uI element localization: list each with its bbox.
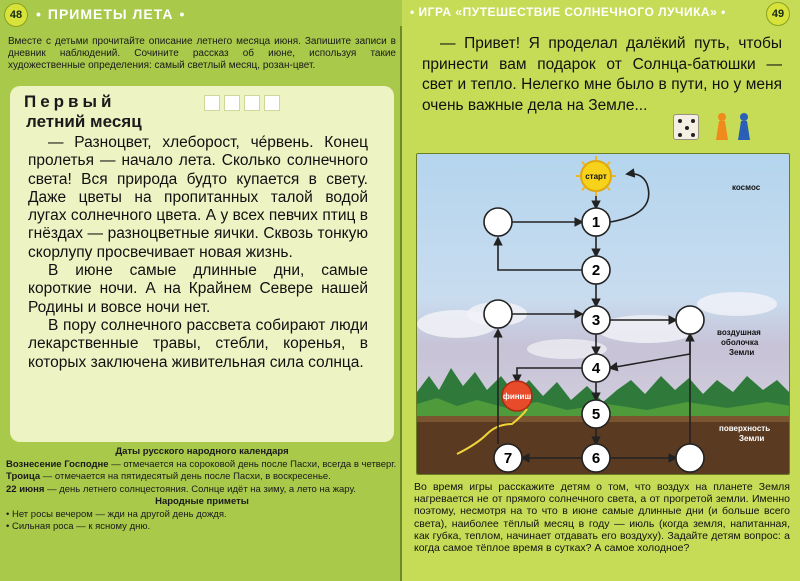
empty-cell (676, 444, 704, 472)
game-board (416, 153, 790, 475)
left-header (0, 0, 402, 26)
cell-1-number: 1 (591, 214, 601, 231)
empty-cell (484, 300, 512, 328)
dice-icon (673, 114, 699, 140)
story-title (24, 92, 142, 132)
air-label-line3: Земли (729, 348, 755, 357)
cell-3-number: 3 (591, 312, 601, 329)
empty-cell (676, 306, 704, 334)
left-title-text: ПРИМЕТЫ ЛЕТА (47, 6, 174, 22)
surface-label-line2: Земли (739, 434, 765, 443)
space-label: космос (732, 183, 761, 192)
dice-pip (678, 133, 682, 137)
cell-6-number: 6 (591, 450, 601, 467)
cell-2-number: 2 (591, 262, 601, 279)
story-title-line1: Первый (24, 92, 116, 111)
calendar-item-name: Вознесение Господне (6, 458, 109, 470)
dice-pip (691, 133, 695, 137)
sign-item: • Нет росы вечером — жди на другой день дождя. (6, 508, 227, 520)
air-label-line1: воздушная (717, 328, 761, 337)
page-number-right: 49 (766, 2, 790, 26)
calendar-item-text: — отмечается на пятидесятый день после Пасхи, в воскресенье. (40, 471, 331, 482)
teacher-caption: Во время игры расскажите детям о том, что воздух на планете Земля нагревается не от прямого солнечного света, а от прогретой земли. Именно поэтому, несмотря на то что в июне самые длинные дни (и больше всего света), наиболее тёплый месяц в году — июль (когда земля, напитанная, как губка, теплом, начинает отдавать его воздуху). Задайте детям вопрос: а когда самое тёплое время в сутках? А самое холодное? (414, 481, 790, 555)
finish-label: финиш (502, 392, 532, 401)
cell-7-number: 7 (503, 450, 513, 467)
story-paragraph: — Разноцвет, хлеборост, чéрвень. Конец пролетья — начало лета. Сколько солнечного света! Вся природа будто купается в свету. Даже цветы на пропитанных талой водой лугах солнечного цвета. А у всех певчих птиц в гнёздах — разноцветные яички. Сквозь тонкую скорлупу просвечивает новая жизнь. (28, 134, 368, 261)
calendar-item-text: — отмечается на сороковой день после Пасхи, всегда в четверг. (108, 458, 397, 470)
cloud (697, 292, 777, 316)
dice-pip (685, 126, 689, 130)
dice-pip (691, 119, 695, 123)
signs-title: Народные приметы (155, 496, 249, 507)
calendar-item (6, 459, 398, 471)
story-paragraph: В июне самые длинные дни, самые короткие ночи. А на Крайнем Севере нашей Родины и вовсе ночи нет. (28, 262, 368, 316)
right-title-text: ИГРА «ПУТЕШЕСТВИЕ СОЛНЕЧНОГО ЛУЧИКА» (418, 5, 718, 19)
cell-4-number: 4 (591, 360, 601, 377)
answer-square (244, 95, 260, 111)
empty-cell (484, 208, 512, 236)
blue-pawn-icon (736, 112, 752, 142)
calendar-item-name: 22 июня (6, 483, 45, 495)
calendar-title: Даты русского народного календаря (115, 446, 289, 457)
surface-label-line1: поверхность (719, 424, 771, 433)
page-number-left: 48 (4, 3, 28, 27)
right-section-title (410, 5, 726, 19)
answer-square (264, 95, 280, 111)
story-text (28, 134, 368, 372)
calendar-item-name: Троица (6, 471, 41, 482)
right-page (402, 0, 800, 581)
cell-5-number: 5 (591, 406, 601, 423)
air-label-line2: оболочка (721, 338, 759, 347)
game-board-svg (417, 154, 790, 475)
header-bullet: • (179, 6, 186, 22)
calendar-item (6, 484, 398, 496)
calendar-item-text: — день летнего солнцестояния. Солнце идёт на зиму, а лето на жару. (44, 483, 356, 495)
intro-text: Вместе с детьми прочитайте описание летнего месяца июня. Запишите записи в дневник наблюдений. Сочините рассказ об июне, используя такие художественные определения: самый светлый месяц, розан-цвет. (8, 36, 396, 71)
header-bullet: • (410, 5, 415, 19)
sign-item: • Сильная роса — к ясному дню. (6, 521, 151, 532)
orange-pawn-icon (714, 112, 730, 142)
dice-pip (678, 119, 682, 123)
start-label: старт (585, 172, 607, 181)
greeting-text (422, 34, 782, 116)
answer-square (204, 95, 220, 111)
story-title-line2: летний месяц (26, 112, 142, 131)
answer-square (224, 95, 240, 111)
greeting-paragraph: — Привет! Я проделал далёкий путь, чтобы принести вам подарок от Солнца-батюшки — свет и тепло. Нелегко мне было в пути, но у меня очень важные дела на Земле... (422, 35, 782, 114)
left-section-title (36, 6, 191, 22)
header-bullet: • (36, 6, 42, 22)
answer-squares (204, 95, 280, 111)
header-bullet: • (721, 5, 726, 19)
story-paragraph: В пору солнечного рассвета собирают люди лекарственные травы, стебли, коренья, в которых заключена живительная сила солнца. (28, 316, 368, 371)
calendar-section (6, 445, 398, 534)
calendar-item (6, 471, 398, 483)
